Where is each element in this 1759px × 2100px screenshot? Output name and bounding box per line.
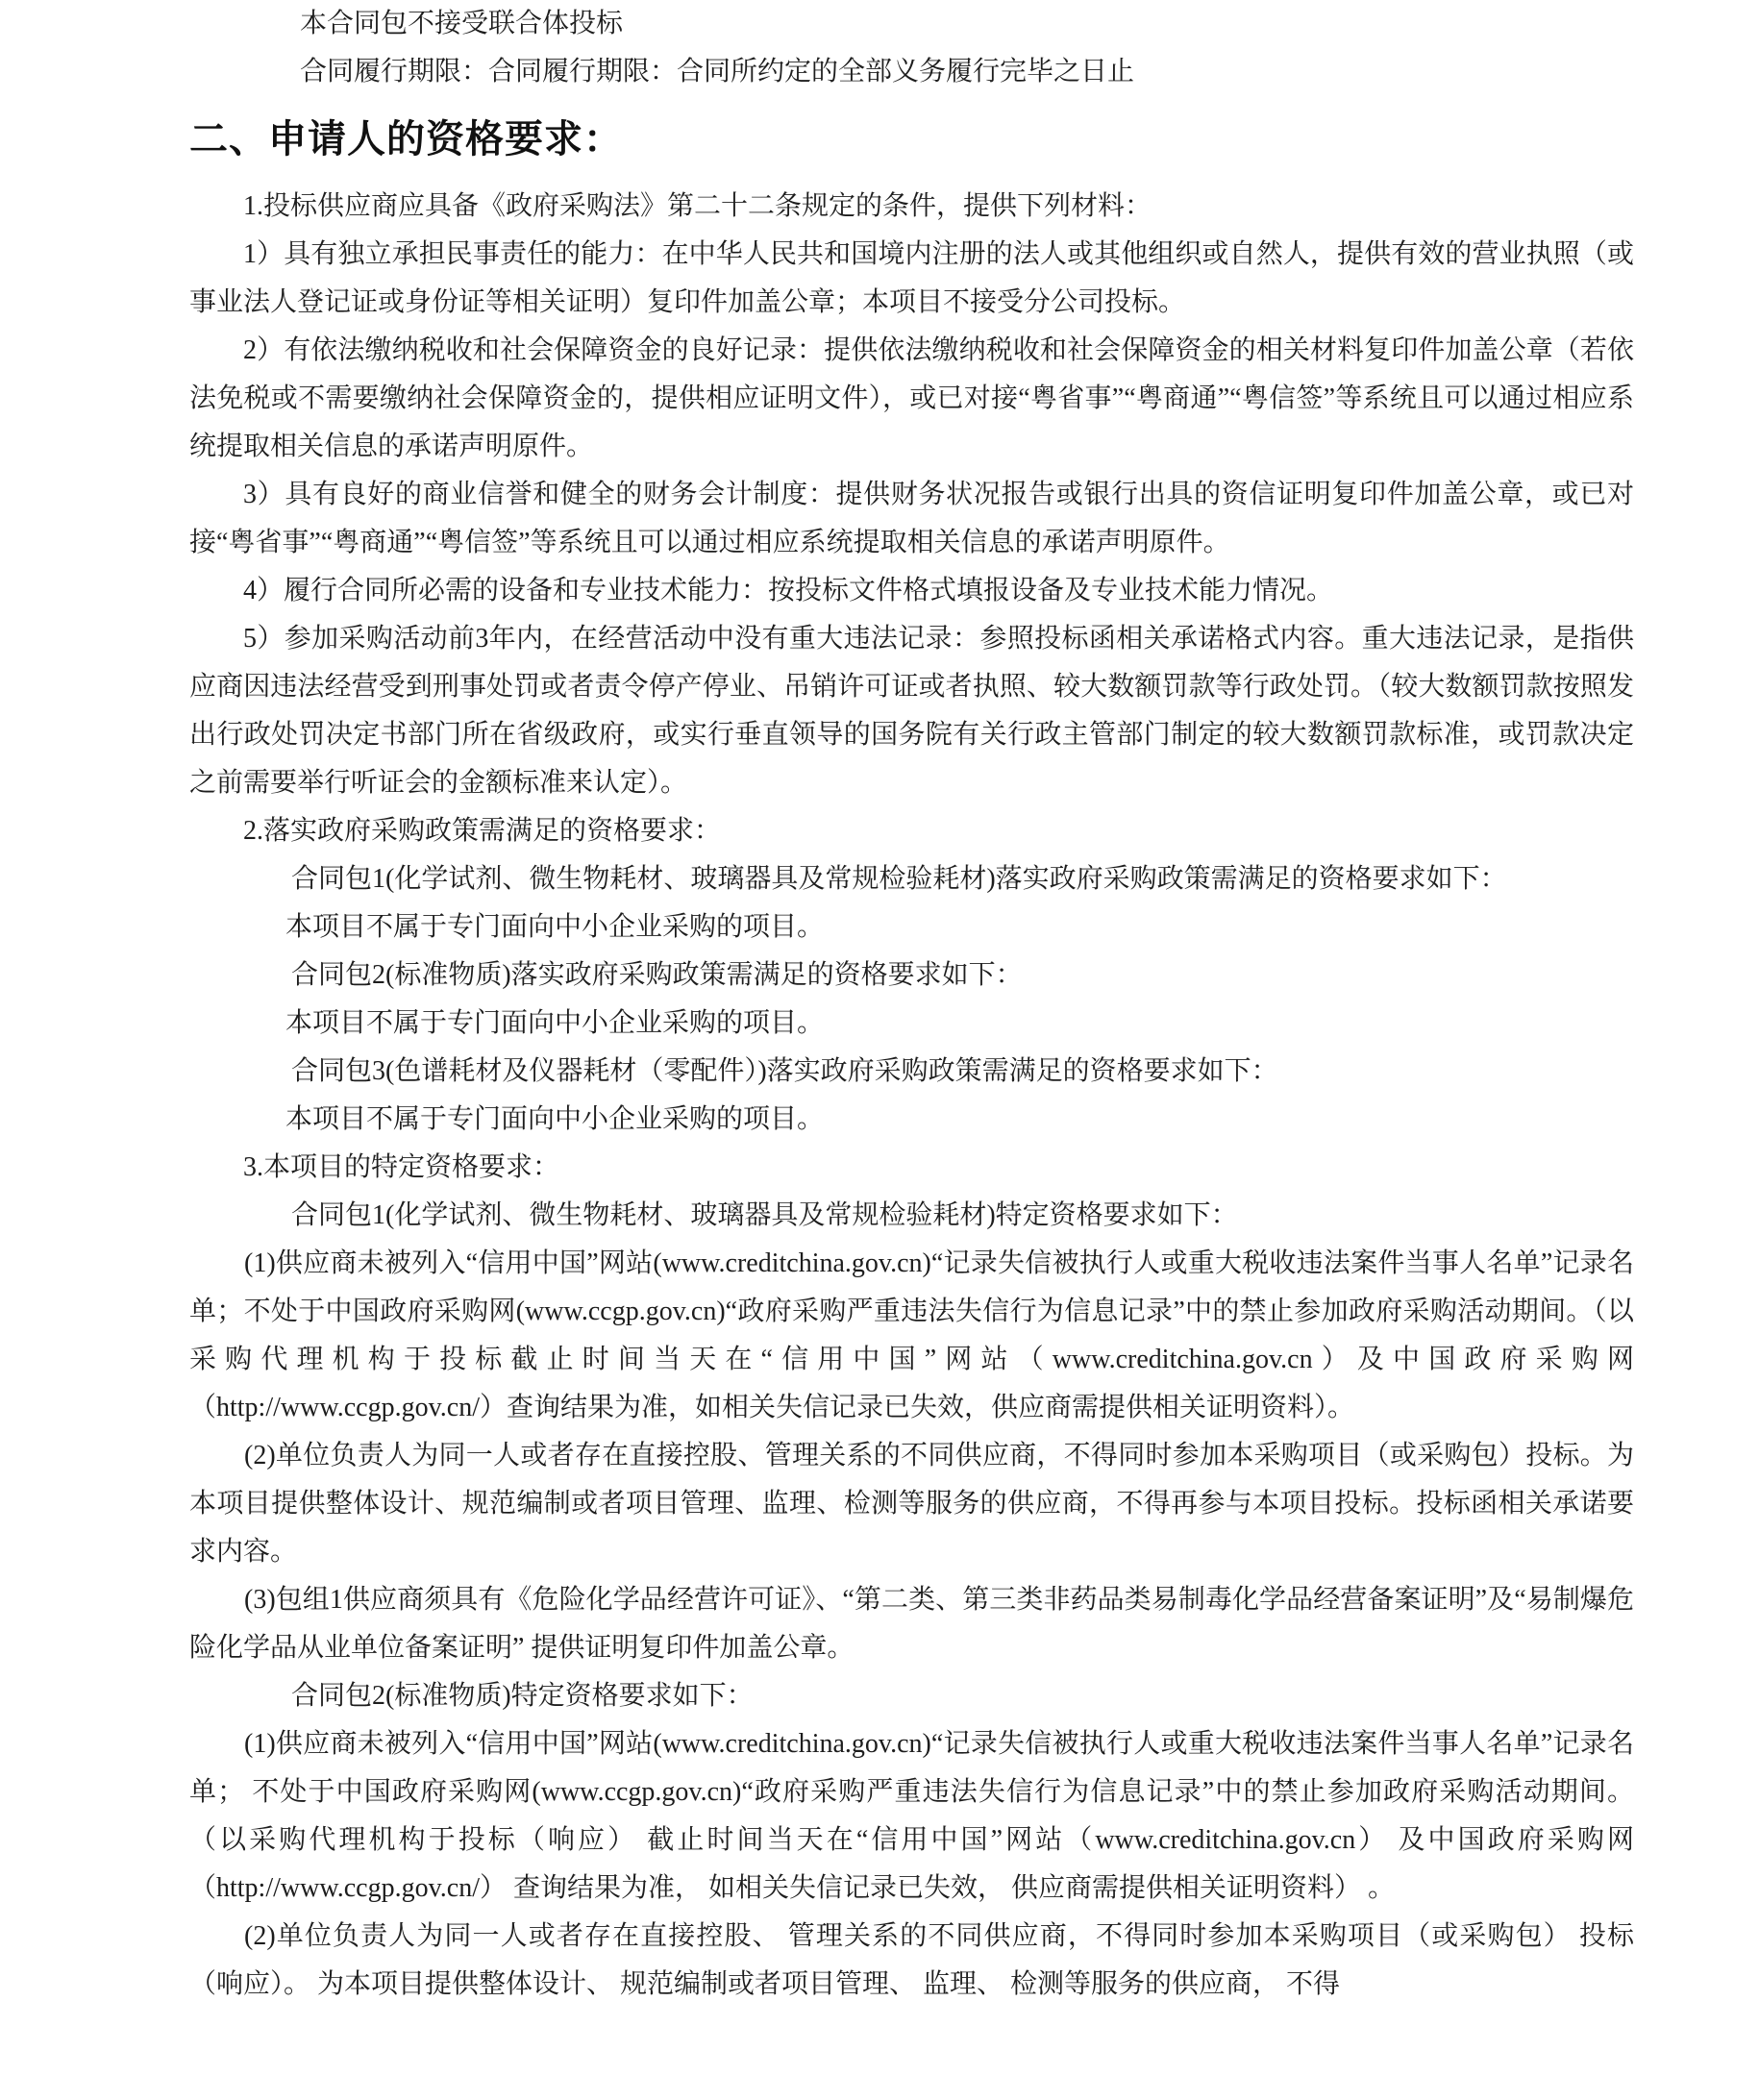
- paragraph: 2）有依法缴纳税收和社会保障资金的良好记录：提供依法缴纳税收和社会保障资金的相关材料复印件加盖公章（若依法免税或不需要缴纳社会保障资金的，提供相应证明文件），或已对接“粤省事”“粤商通”“粤信签”等系统且可以通过相应系统提取相关信息的承诺声明原件。: [189, 335, 1634, 461]
- paragraph: 合同包1(化学试剂、微生物耗材、玻璃器具及常规检验耗材)落实政府采购政策需满足的资格要求如下：: [291, 864, 1507, 894]
- paragraph: 本项目不属于专门面向中小企业采购的项目。: [285, 1104, 825, 1134]
- paragraph: 1.投标供应商应具备《政府采购法》第二十二条规定的条件，提供下列材料：: [243, 191, 1152, 221]
- document-body: [189, 0, 1634, 2009]
- paragraph: (2)单位负责人为同一人或者存在直接控股、管理关系的不同供应商，不得同时参加本采购项目（或采购包）投标。为本项目提供整体设计、规范编制或者项目管理、监理、检测等服务的供应商，不得再参与本项目投标。投标函相关承诺要求内容。: [189, 1441, 1634, 1567]
- paragraph: 5）参加采购活动前3年内，在经营活动中没有重大违法记录：参照投标函相关承诺格式内容。重大违法记录，是指供应商因违法经营受到刑事处罚或者责令停产停业、吊销许可证或者执照、较大数额罚款等行政处罚。（较大数额罚款按照发出行政处罚决定书部门所在省级政府，或实行垂直领导的国务院有关行政主管部门制定的较大数额罚款标准，或罚款决定之前需要举行听证会的金额标准来认定）。: [189, 624, 1634, 798]
- paragraph: 3）具有良好的商业信誉和健全的财务会计制度：提供财务状况报告或银行出具的资信证明复印件加盖公章，或已对接“粤省事”“粤商通”“粤信签”等系统且可以通过相应系统提取相关信息的承诺声明原件。: [189, 480, 1634, 557]
- intro-line: 本合同包不接受联合体投标: [300, 9, 624, 38]
- paragraph: 1）具有独立承担民事责任的能力：在中华人民共和国境内注册的法人或其他组织或自然人，提供有效的营业执照（或事业法人登记证或身份证等相关证明）复印件加盖公章；本项目不接受分公司投标。: [189, 239, 1634, 317]
- paragraph: (1)供应商未被列入“信用中国”网站(www.creditchina.gov.cn)“记录失信被执行人或重大税收违法案件当事人名单”记录名单；不处于中国政府采购网(www.ccgp.gov.cn)“政府采购严重违法失信行为信息记录”中的禁止参加政府采购活动期间。（以采购代理机构于投标截止时间当天在“信用中国”网站（www.creditchina.gov.cn）及中国政府采购网（http://www.ccgp.gov.cn/）查询结果为准，如相关失信记录已失效，供应商需提供相关证明资料）。: [189, 1248, 1634, 1422]
- paragraph: 合同包2(标准物质)特定资格要求如下：: [291, 1681, 754, 1711]
- intro-line: 合同履行期限：合同履行期限：合同所约定的全部义务履行完毕之日止: [300, 57, 1135, 86]
- paragraph: 合同包2(标准物质)落实政府采购政策需满足的资格要求如下：: [291, 960, 1023, 990]
- paragraph: (3)包组1供应商须具有《危险化学品经营许可证》、“第二类、第三类非药品类易制毒化学品经营备案证明”及“易制爆危险化学品从业单位备案证明” 提供证明复印件加盖公章。: [189, 1585, 1634, 1663]
- section-heading: 二、申请人的资格要求：: [189, 117, 623, 161]
- paragraph: 合同包1(化学试剂、微生物耗材、玻璃器具及常规检验耗材)特定资格要求如下：: [291, 1200, 1238, 1230]
- paragraph: 3.本项目的特定资格要求：: [243, 1152, 560, 1182]
- paragraph: (1)供应商未被列入“信用中国”网站(www.creditchina.gov.cn)“记录失信被执行人或重大税收违法案件当事人名单”记录名单； 不处于中国政府采购网(www.ccgp.gov.cn)“政府采购严重违法失信行为信息记录”中的禁止参加政府采购活动期间。 （以采购代理机构于投标（响应） 截止时间当天在“信用中国”网站（www.creditchina.gov.cn） 及中国政府采购网（http://www.ccgp.gov.cn/） 查询结果为准， 如相关失信记录已失效， 供应商需提供相关证明资料） 。: [189, 1729, 1634, 1903]
- paragraph: 本项目不属于专门面向中小企业采购的项目。: [285, 912, 825, 942]
- paragraph: (2)单位负责人为同一人或者存在直接控股、 管理关系的不同供应商，不得同时参加本采购项目（或采购包） 投标（响应）。 为本项目提供整体设计、 规范编制或者项目管理、 监理、 检测等服务的供应商， 不得: [189, 1921, 1634, 1999]
- paragraph: 合同包3(色谱耗材及仪器耗材（零配件）)落实政府采购政策需满足的资格要求如下：: [291, 1056, 1278, 1086]
- paragraph: 4）履行合同所必需的设备和专业技术能力：按投标文件格式填报设备及专业技术能力情况。: [243, 576, 1334, 605]
- paragraph: 2.落实政府采购政策需满足的资格要求：: [243, 816, 722, 846]
- paragraph: 本项目不属于专门面向中小企业采购的项目。: [285, 1008, 825, 1038]
